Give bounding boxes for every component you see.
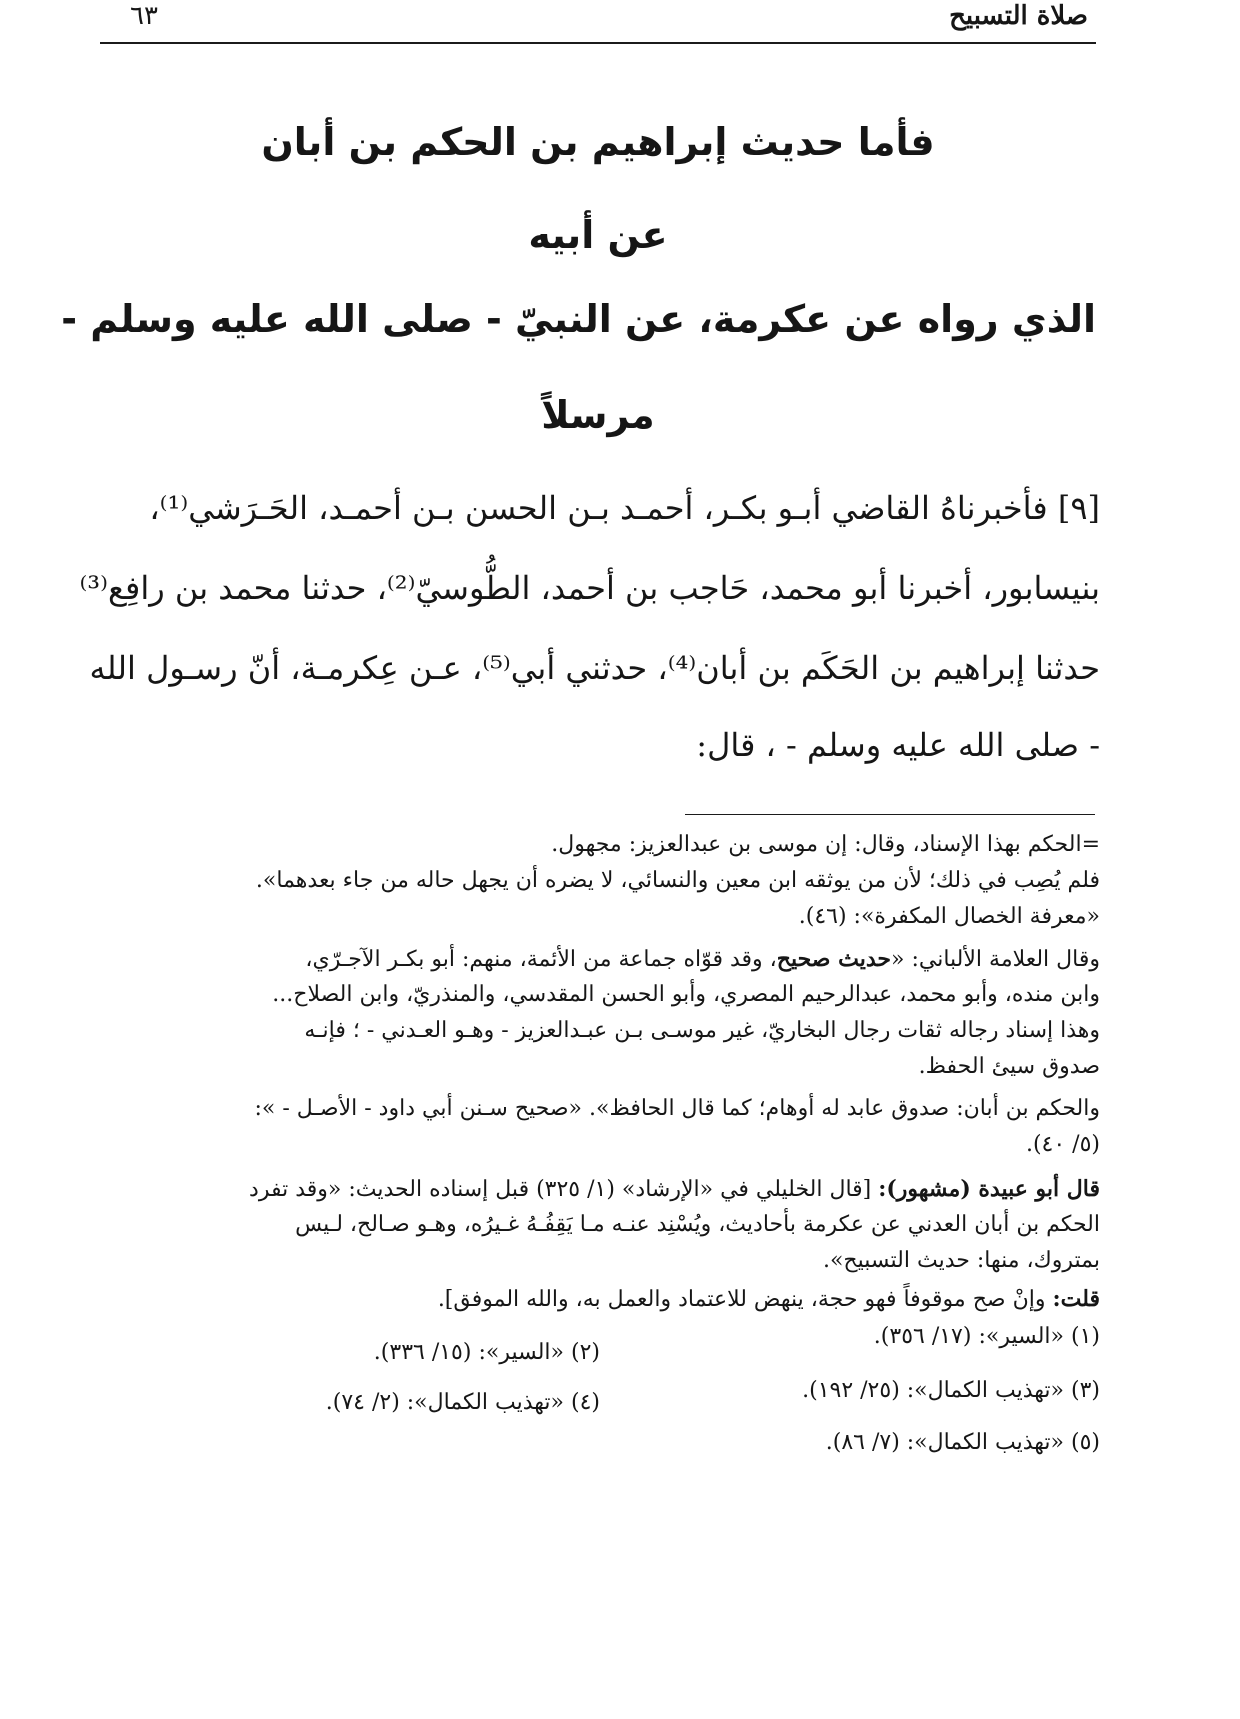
albani-quote-line-2: وابن منده، وأبو محمد، عبدالرحيم المصري، وأبو الحسن المقدسي، والمنذريّ، وابن الصلاح... [272, 982, 1100, 1007]
hadith-text-line-3: حدثنا إبراهيم بن الحَكَم بن أبان⁽⁴⁾، حدثني أبي⁽⁵⁾، عـن عِكرمـة، أنّ رسـول الله [89, 649, 1100, 687]
qultu-lead: قلت: [1052, 1286, 1100, 1312]
hadith-text-line-1: [٩] فأخبرناهُ القاضي أبـو بكـر، أحمـد بـن الحسن بـن أحمـد، الحَـرَشي⁽¹⁾، [149, 489, 1100, 527]
albani-verdict: حديث صحيح [776, 946, 892, 972]
footnote-ref-1: (١) «السير»: (١٧/ ٣٥٦). [873, 1324, 1100, 1349]
footnote-ref-4: (٤) «تهذيب الكمال»: (٢/ ٧٤). [325, 1390, 600, 1415]
abu-ubayda-rest: [قال الخليلي في «الإرشاد» (١/ ٣٢٥) قبل إسناده الحديث: «وقد تفرد [249, 1177, 879, 1202]
hakam-note-line-1: والحكم بن أبان: صدوق عابد له أوهام؛ كما قال الحافظ». «صحيح سـنن أبي داود - الأصـل - »: [254, 1096, 1100, 1121]
chapter-heading-line-3: الذي رواه عن عكرمة، عن النبيّ - صلى الله عليه وسلم - [61, 297, 1096, 341]
hadith-text-line-4: - صلى الله عليه وسلم - ، قال: [696, 726, 1100, 764]
abu-ubayda-note-line-1 [140, 1172, 1100, 1207]
abu-ubayda-note-line-2: الحكم بن أبان العدني عن عكرمة بأحاديث، ويُسْنِد عنـه مـا يَقِفُـهُ غـيرُه، وهـو صـالح، لـيس [295, 1212, 1100, 1237]
qultu-note-line [140, 1282, 1100, 1317]
footnote-continuation-line-2: فلم يُصِب في ذلك؛ لأن من يوثقه ابن معين والنسائي، لا يضره أن يجهل حاله من جاء بعدهما». [255, 868, 1100, 893]
running-title: صلاة التسبيح [949, 1, 1088, 31]
albani-quote-intro: وقال العلامة الألباني: « [891, 947, 1100, 972]
chapter-heading-line-4: مرسلاً [541, 393, 655, 437]
qultu-rest: وإنْ صح موقوفاً فهو حجة، ينهض للاعتماد والعمل به، والله الموفق]. [437, 1287, 1053, 1312]
page-number: ٦٣ [130, 1, 158, 31]
chapter-heading-line-2: عن أبيه [528, 213, 668, 257]
albani-quote-line-4: صدوق سيئ الحفظ. [918, 1054, 1100, 1079]
abu-ubayda-note-line-3: بمتروك، منها: حديث التسبيح». [822, 1248, 1100, 1273]
abu-ubayda-lead: قال أبو عبيدة (مشهور): [878, 1176, 1100, 1202]
footnote-continuation-line-3: «معرفة الخصال المكفرة»: (٤٦). [798, 904, 1100, 929]
footnote-separator [685, 814, 1095, 815]
hakam-note-line-2: (٥/ ٤٠). [1025, 1132, 1100, 1157]
albani-quote-line-1 [140, 942, 1100, 977]
running-header [100, 0, 1096, 44]
chapter-heading-line-1: فأما حديث إبراهيم بن الحكم بن أبان [261, 120, 935, 164]
albani-quote-rest: ، وقد قوّاه جماعة من الأئمة، منهم: أبو بكـر الآجـرّي، [305, 947, 777, 972]
footnote-ref-3: (٣) «تهذيب الكمال»: (٢٥/ ١٩٢). [802, 1378, 1100, 1403]
hadith-text-line-2: بنيسابور، أخبرنا أبو محمد، حَاجب بن أحمد، الطُّوسيّ⁽²⁾، حدثنا محمد بن رافِع⁽³⁾ [79, 569, 1100, 607]
footnote-ref-5: (٥) «تهذيب الكمال»: (٧/ ٨٦). [825, 1430, 1100, 1455]
footnote-ref-2: (٢) «السير»: (١٥/ ٣٣٦). [373, 1340, 600, 1365]
albani-quote-line-3: وهذا إسناد رجاله ثقات رجال البخاريّ، غير موسـى بـن عبـدالعزيز - وهـو العـدني - ؛ فإنـه [304, 1018, 1100, 1043]
footnote-continuation-line-1: =الحكم بهذا الإسناد، وقال: إن موسى بن عبدالعزيز: مجهول. [551, 832, 1100, 857]
